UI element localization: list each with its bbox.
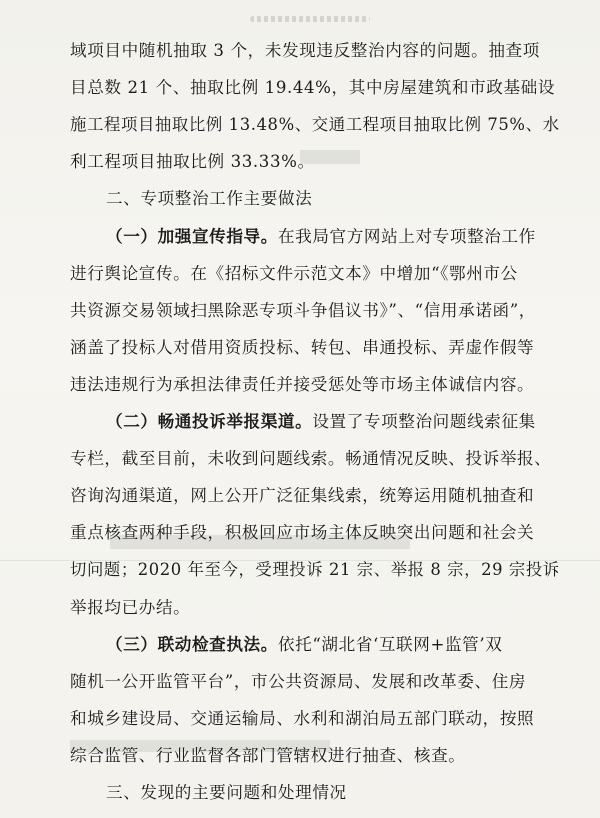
body-line: 切问题；2020 年至今，受理投诉 21 宗、举报 8 宗，29 宗投诉 (70, 560, 560, 580)
subsection-1-title: （一）加强宣传指导。 (106, 226, 278, 246)
body-line: 专栏，截至目前，未收到问题线索。畅通情况反映、投诉举报、 (70, 449, 552, 469)
subsection-3-first-line (106, 634, 502, 656)
subsection-3-text: 依托“湖北省‘互联网+监管’双 (277, 634, 503, 654)
section-heading-3: 三、发现的主要问题和处理情况 (106, 783, 347, 802)
body-line: 举报均已办结。 (70, 597, 191, 617)
body-line: 违法违规行为承担法律责任并接受惩处等市场主体诚信内容。 (70, 374, 535, 394)
body-line: 重点核查两种手段，积极回应市场主体反映突出问题和社会关 (70, 523, 535, 543)
body-line: 利工程项目抽取比例 33.33%。 (70, 152, 315, 172)
body-line: 域项目中随机抽取 3 个，未发现违反整治内容的问题。抽查项 (70, 41, 540, 60)
body-line: 和城乡建设局、交通运输局、水利和湖泊局五部门联动，按照 (70, 708, 535, 728)
body-line: 施工程项目抽取比例 13.48%、交通工程项目抽取比例 75%、水 (70, 115, 560, 135)
body-line: 共资源交易领域扫黑除恶专项斗争倡议书》”、“信用承诺函”， (70, 300, 536, 320)
body-line: 随机一公开监管平台”，市公共资源局、发展和改革委、住房 (70, 671, 527, 691)
subsection-2-text: 设置了专项整治问题线索征集 (312, 412, 536, 431)
body-line: 咨询沟通渠道，网上公开广泛征集线索，统筹运用随机抽查和 (70, 486, 535, 506)
subsection-2-title: （二）畅通投诉举报渠道。 (106, 412, 313, 431)
header-stamp-mark (250, 16, 370, 22)
body-line: 目总数 21 个、抽取比例 19.44%，其中房屋建筑和市政基础设 (70, 78, 556, 98)
section-heading-2: 二、专项整治工作主要做法 (106, 189, 313, 209)
body-line: 进行舆论宣传。在《招标文件示范文本》中增加“《鄂州市公 (70, 263, 518, 283)
subsection-3-title: （三）联动检查执法。 (106, 634, 278, 654)
body-line: 涵盖了投标人对借用资质投标、转包、串通投标、弄虚作假等 (70, 337, 535, 357)
subsection-1-text: 在我局官方网站上对专项整治工作 (277, 226, 536, 246)
body-line: 综合监管、行业监督各部门管辖权进行抽查、核查。 (70, 745, 466, 765)
subsection-2-first-line (106, 411, 536, 433)
subsection-1-first-line (106, 226, 536, 248)
